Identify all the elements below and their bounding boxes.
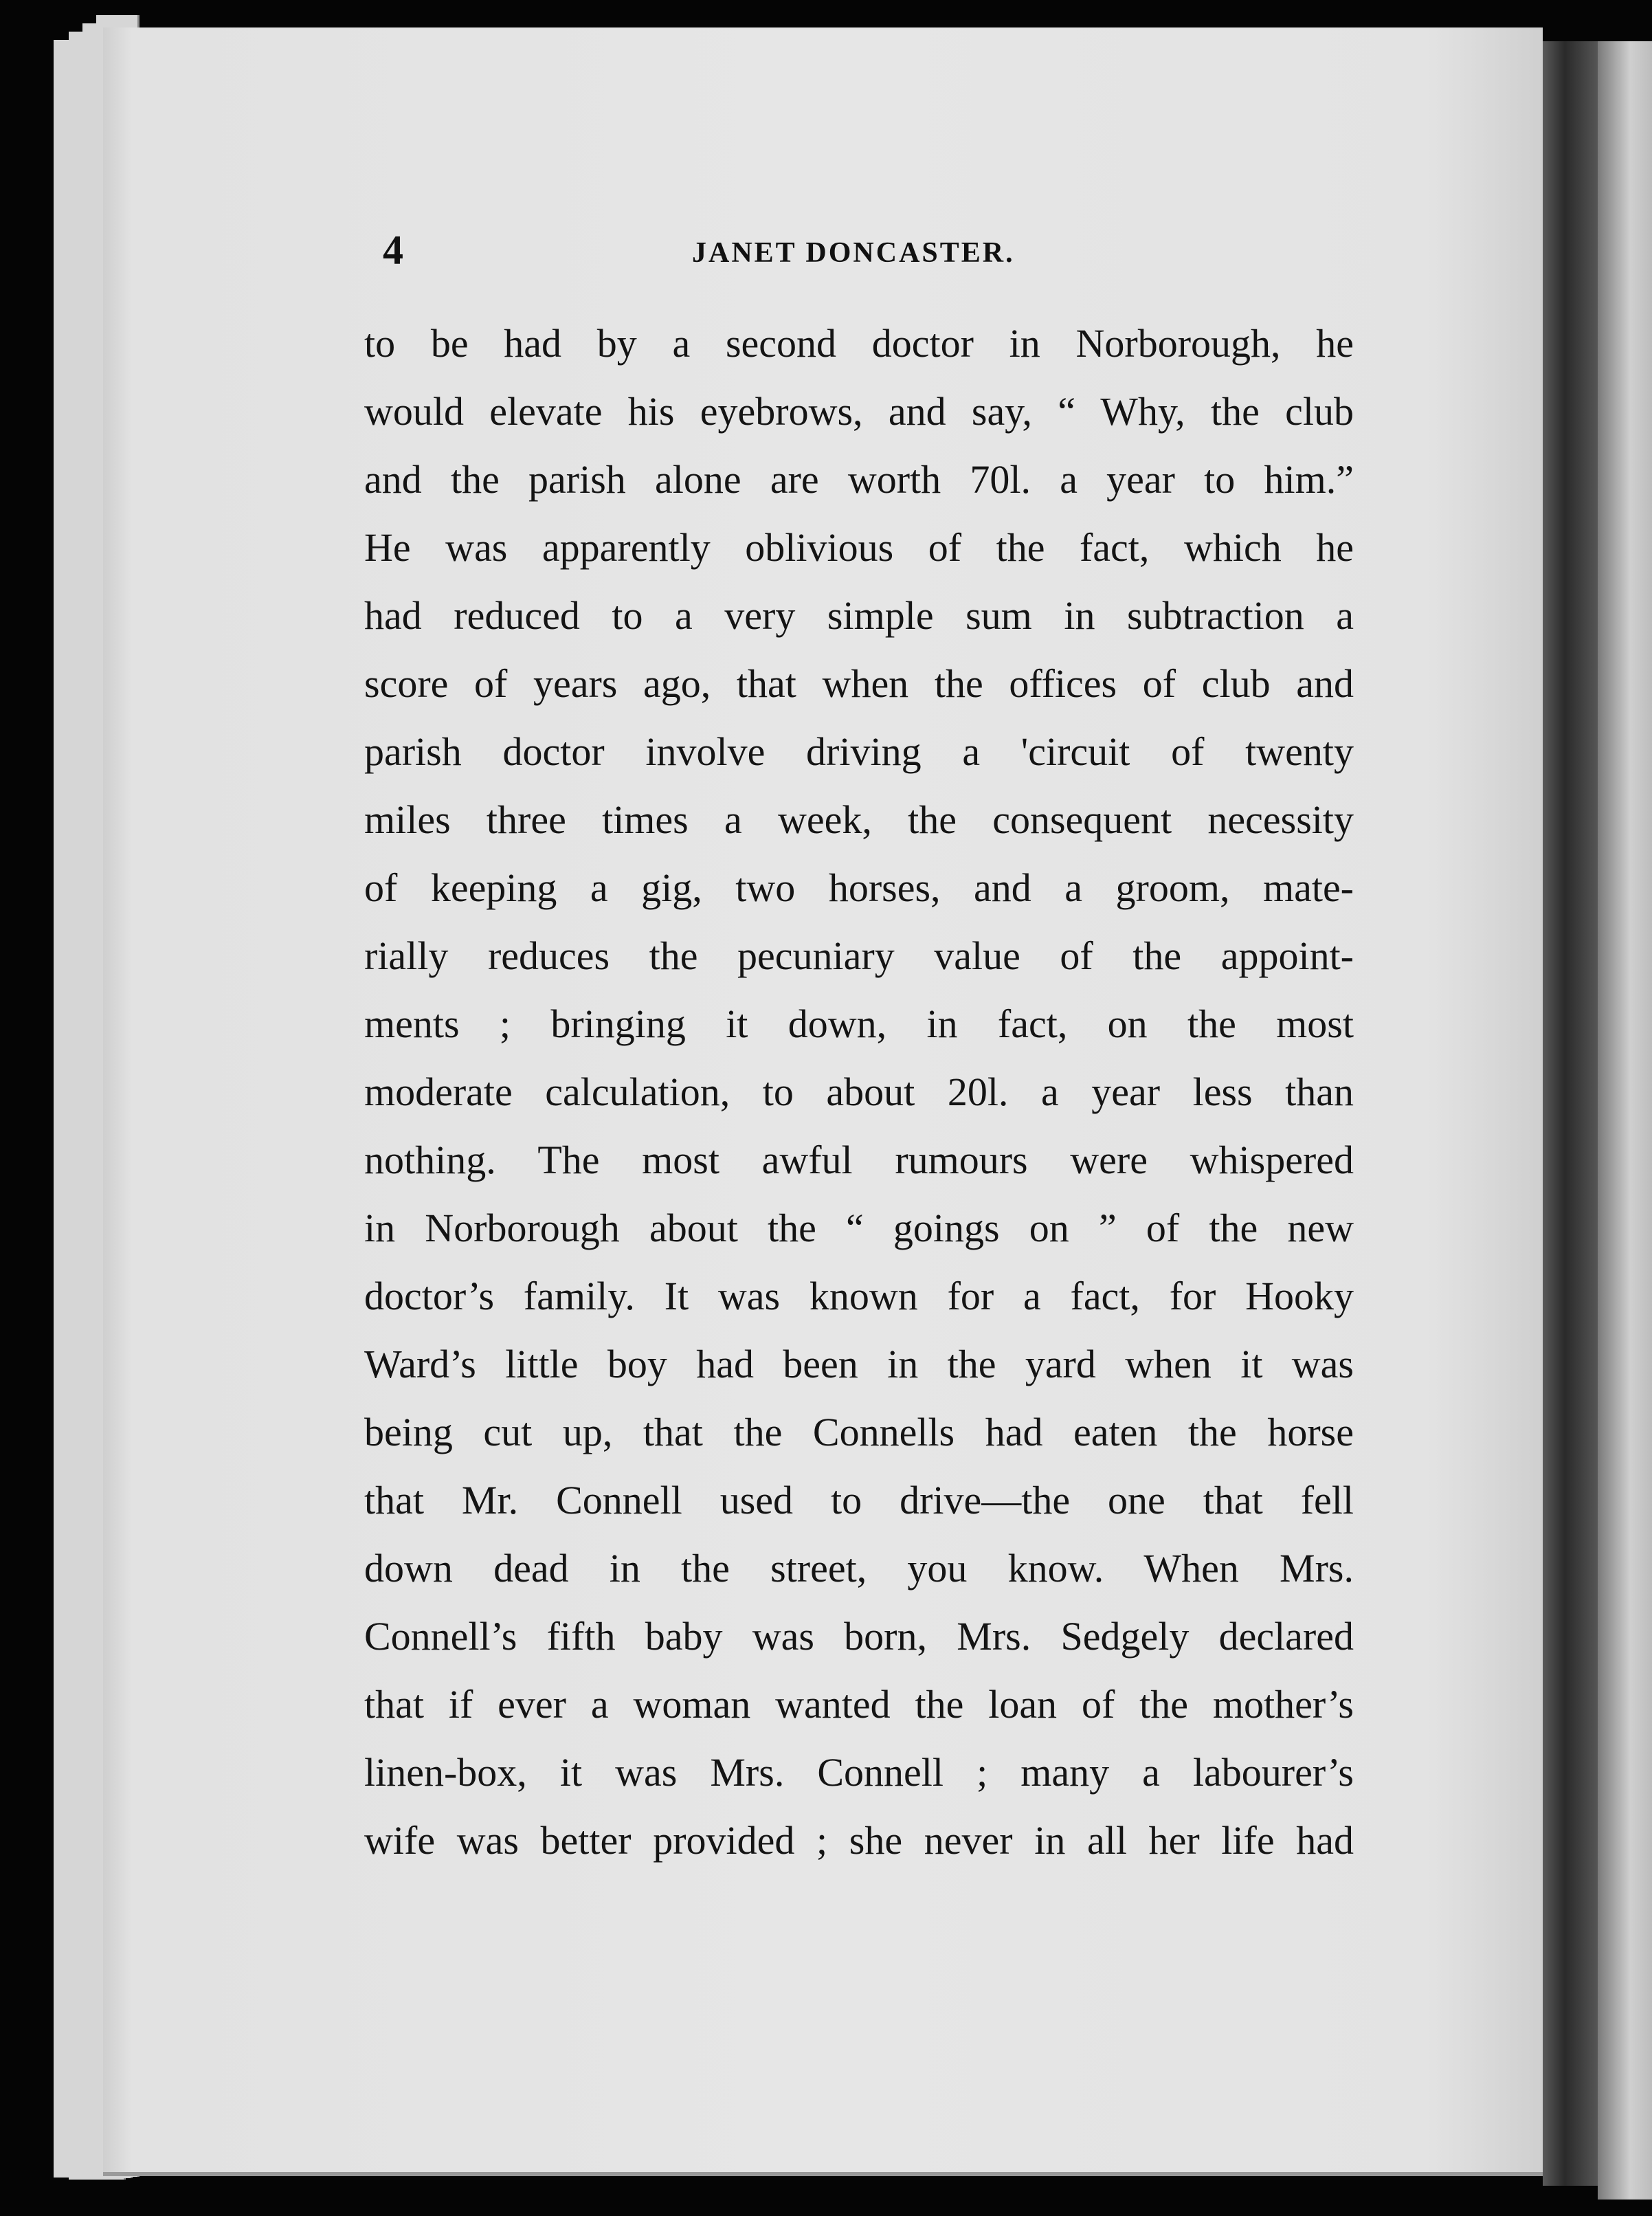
text-line: Connell’s fifth baby was born, Mrs. Sedgely declared	[364, 1614, 1354, 1659]
text-line: ments ; bringing it down, in fact, on the most	[364, 1001, 1354, 1046]
running-title: JANET DONCASTER.	[692, 237, 1015, 269]
page-number: 4	[383, 228, 403, 273]
text-line: to be had by a second doctor in Norborough, he	[364, 321, 1354, 366]
text-line: miles three times a week, the consequent necessity	[364, 797, 1354, 842]
text-line: and the parish alone are worth 70l. a year to him.”	[364, 457, 1354, 502]
text-line: down dead in the street, you know. When Mrs.	[364, 1546, 1354, 1591]
text-line: of keeping a gig, two horses, and a groom, mate-	[364, 865, 1354, 910]
page-gutter	[1543, 41, 1598, 2186]
text-line: being cut up, that the Connells had eaten the horse	[364, 1410, 1354, 1454]
text-line: in Norborough about the “ goings on ” of the new	[364, 1206, 1354, 1250]
running-header	[383, 227, 1345, 282]
text-line: that if ever a woman wanted the loan of the mother’s	[364, 1682, 1354, 1727]
text-line: rially reduces the pecuniary value of the appoint-	[364, 933, 1354, 978]
text-line: had reduced to a very simple sum in subtraction a	[364, 593, 1354, 638]
text-line: parish doctor involve driving a 'circuit of twenty	[364, 729, 1354, 774]
text-line: He was apparently oblivious of the fact, which he	[364, 525, 1354, 570]
text-line: moderate calculation, to about 20l. a year less than	[364, 1070, 1354, 1114]
facing-page-edge	[1598, 41, 1652, 2200]
text-line: wife was better provided ; she never in all her life had	[364, 1818, 1354, 1863]
text-line: would elevate his eyebrows, and say, “ Why, the club	[364, 389, 1354, 434]
text-line: that Mr. Connell used to drive—the one that fell	[364, 1478, 1354, 1522]
text-line: nothing. The most awful rumours were whispered	[364, 1138, 1354, 1182]
text-line: doctor’s family. It was known for a fact, for Hooky	[364, 1274, 1354, 1318]
text-line: score of years ago, that when the offices of club and	[364, 661, 1354, 706]
text-line: Ward’s little boy had been in the yard when it was	[364, 1342, 1354, 1386]
text-line: linen-box, it was Mrs. Connell ; many a labourer’s	[364, 1750, 1354, 1795]
body-text	[364, 309, 1354, 1874]
